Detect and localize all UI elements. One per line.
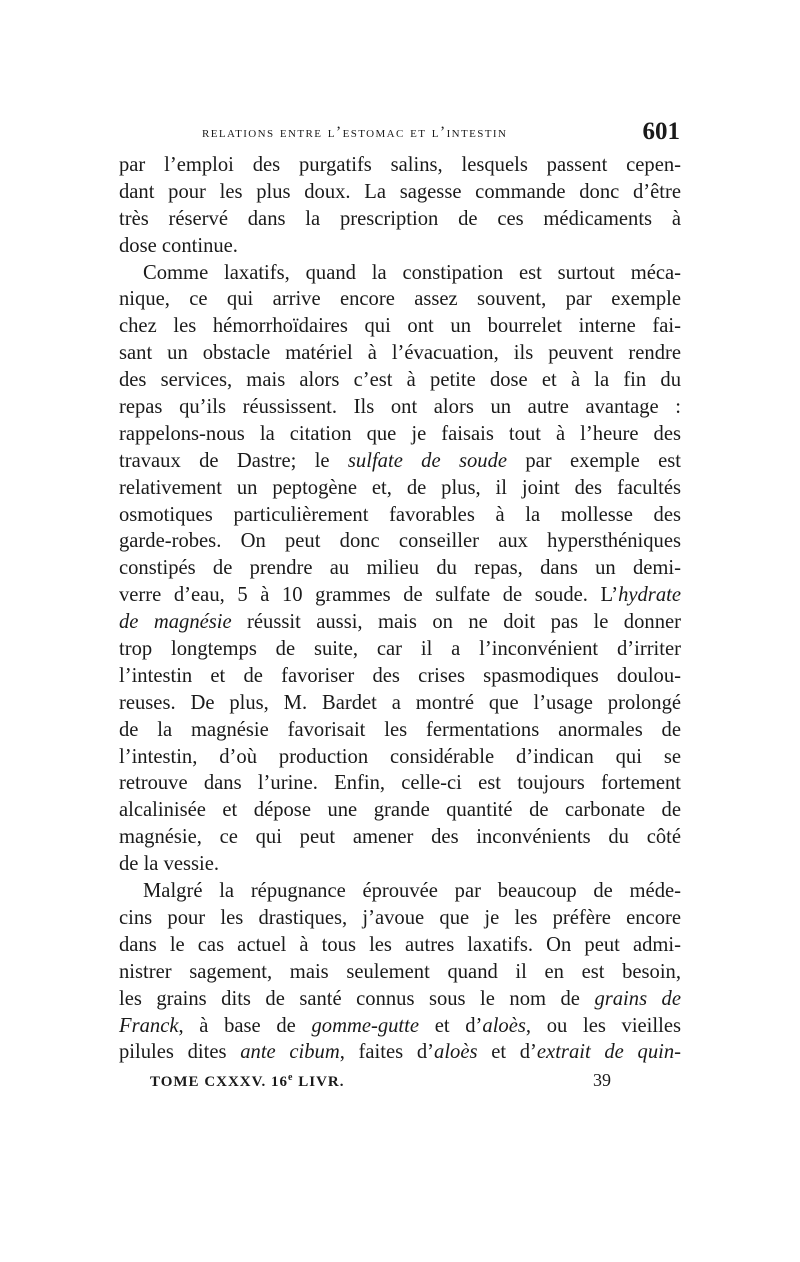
text-line xyxy=(119,421,681,448)
text-run: chez les hémorrhoïdaires qui ont un bourrelet interne fai- xyxy=(119,315,681,338)
text-run: reuses. De plus, M. Bardet a montré que l’usage prolongé xyxy=(119,691,681,714)
text-run: osmotiques particulièrement favorables à la mollesse des xyxy=(119,503,681,526)
text-run: verre d’eau, 5 à 10 grammes de sulfate de soude. L’ xyxy=(119,584,619,607)
text-line xyxy=(119,528,681,555)
text-run: , à base de xyxy=(178,1014,312,1037)
italic-term: Franck xyxy=(119,1014,179,1037)
text-run: dans le cas actuel à tous les autres laxatifs. On peut admi- xyxy=(119,933,681,956)
text-run: dant pour les plus doux. La sagesse commande donc d’être xyxy=(119,180,681,203)
text-line xyxy=(119,260,681,287)
text-run: magnésie, ce qui peut amener des inconvénients du côté xyxy=(119,826,681,849)
text-run: rappelons-nous la citation que je faisais tout à l’heure des xyxy=(119,422,681,445)
text-run: alcalinisée et dépose une grande quantité de carbonate de xyxy=(119,799,681,822)
text-run: cins pour les drastiques, j’avoue que je les préfère encore xyxy=(119,906,681,929)
text-run: trop longtemps de suite, car il a l’inconvénient d’irriter xyxy=(119,638,681,661)
text-run: de la magnésie favorisait les fermentations anormales de xyxy=(119,718,681,741)
text-line xyxy=(119,744,681,771)
printer-signature: TOME CXXXV. 16e LIVR. xyxy=(150,1072,345,1090)
text-line xyxy=(119,770,681,797)
text-line xyxy=(119,851,681,878)
running-title: relations entre l’estomac et l’intestin xyxy=(202,124,508,141)
text-run: pilules dites xyxy=(119,1041,241,1064)
italic-term: aloès xyxy=(482,1014,526,1037)
text-line xyxy=(119,555,681,582)
text-line xyxy=(119,582,681,609)
text-line xyxy=(119,824,681,851)
text-run: l’intestin et de favoriser des crises spasmodiques doulou- xyxy=(119,664,681,687)
text-run: relativement un peptogène et, de plus, il joint des facultés xyxy=(119,476,681,499)
text-run: , ou les vieilles xyxy=(525,1014,681,1037)
text-run: retrouve dans l’urine. Enfin, celle-ci est toujours fortement xyxy=(119,772,681,795)
text-line xyxy=(119,717,681,744)
italic-term: gomme-gutte xyxy=(311,1014,420,1037)
italic-term: aloès xyxy=(434,1041,478,1064)
running-head xyxy=(118,118,680,148)
text-line xyxy=(119,663,681,690)
body-text xyxy=(119,152,681,1066)
italic-term: hydrate xyxy=(618,584,681,607)
text-line xyxy=(119,797,681,824)
text-run: et d’ xyxy=(419,1014,483,1037)
text-line xyxy=(119,1013,681,1040)
italic-term: de magnésie xyxy=(119,611,232,634)
text-run: de la vessie. xyxy=(119,853,220,876)
text-run: réussit aussi, mais on ne doit pas le donner xyxy=(231,611,681,634)
text-run: par exemple est xyxy=(507,449,681,472)
text-line xyxy=(119,313,681,340)
text-line xyxy=(119,959,681,986)
text-line xyxy=(119,690,681,717)
text-run: constipés de prendre au milieu du repas, dans un demi- xyxy=(119,557,681,580)
text-line xyxy=(119,609,681,636)
text-line xyxy=(119,206,681,233)
text-run: Malgré la répugnance éprouvée par beaucoup de méde- xyxy=(143,880,681,903)
italic-term: ante cibum xyxy=(240,1041,340,1064)
text-run: nique, ce qui arrive encore assez souvent, par exemple xyxy=(119,288,681,311)
text-line xyxy=(119,179,681,206)
italic-term: extrait de quin- xyxy=(536,1041,681,1064)
text-line xyxy=(119,233,681,260)
text-line xyxy=(119,152,681,179)
text-run: et d’ xyxy=(477,1041,537,1064)
text-line xyxy=(119,502,681,529)
text-line xyxy=(119,340,681,367)
text-line xyxy=(119,905,681,932)
italic-term: sulfate de soude xyxy=(347,449,508,472)
text-line xyxy=(119,1039,681,1066)
text-line xyxy=(119,448,681,475)
italic-term: grains de xyxy=(594,987,681,1010)
text-line xyxy=(119,878,681,905)
page-number: 601 xyxy=(642,118,680,145)
text-line xyxy=(119,475,681,502)
text-run: , faites d’ xyxy=(339,1041,435,1064)
text-line xyxy=(119,986,681,1013)
text-run: par l’emploi des purgatifs salins, lesquels passent cepen- xyxy=(119,154,681,176)
text-run: des services, mais alors c’est à petite dose et à la fin du xyxy=(119,369,681,392)
text-run: sant un obstacle matériel à l’évacuation, ils peuvent rendre xyxy=(119,342,681,365)
text-run: nistrer sagement, mais seulement quand il en est besoin, xyxy=(119,960,681,983)
text-line xyxy=(119,286,681,313)
footer xyxy=(150,1072,650,1096)
text-run: garde-robes. On peut donc conseiller aux hypersthéniques xyxy=(119,530,681,553)
text-run: repas qu’ils réussissent. Ils ont alors un autre avantage : xyxy=(119,396,681,419)
text-line xyxy=(119,932,681,959)
text-line xyxy=(119,367,681,394)
text-line xyxy=(119,636,681,663)
text-run: Comme laxatifs, quand la constipation est surtout méca- xyxy=(143,261,681,284)
text-run: très réservé dans la prescription de ces médicaments à xyxy=(119,207,681,230)
text-line xyxy=(119,394,681,421)
text-run: travaux de Dastre; le xyxy=(119,449,348,472)
text-run: l’intestin, d’où production considérable d’indican qui se xyxy=(119,745,681,768)
sheet-number: 39 xyxy=(593,1070,611,1090)
text-run: les grains dits de santé connus sous le nom de xyxy=(119,987,595,1010)
text-run: dose continue. xyxy=(119,234,238,257)
